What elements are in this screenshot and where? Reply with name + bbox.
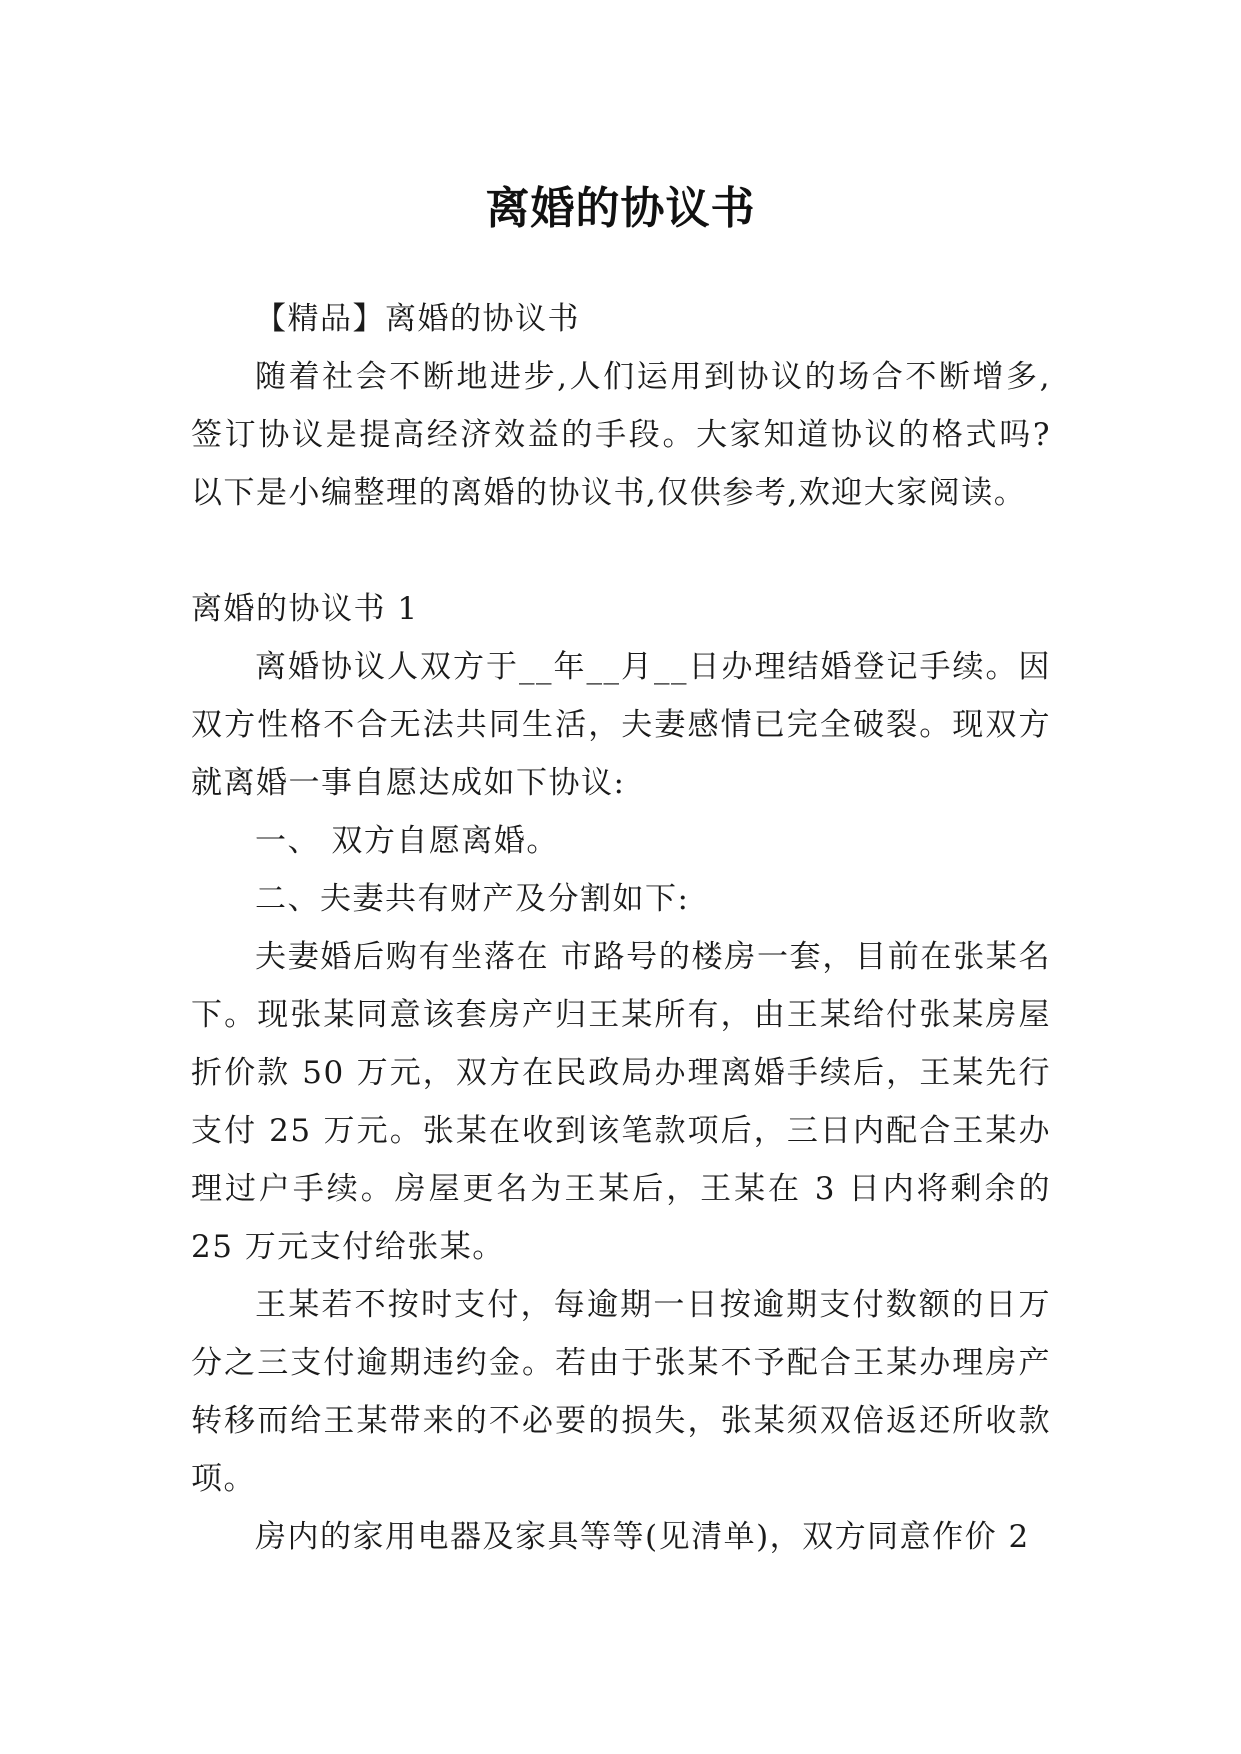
- paragraph-clause-two: 二、夫妻共有财产及分割如下:: [255, 881, 690, 917]
- paragraph-marriage-registration: 离婚协议人双方于__年__月__日办理结婚登记手续。因双方性格不合无法共同生活，夫妻感情已完全破裂。现双方就离婚一事自愿达成如下协议:: [191, 649, 1051, 801]
- paragraph-appliances: 房内的家用电器及家具等等(见清单)，双方同意作价 2: [255, 1519, 1030, 1555]
- paragraph-late-payment: 王某若不按时支付，每逾期一日按逾期支付数额的日万分之三支付逾期违约金。若由于张某不予配合王某办理房产转移而给王某带来的不必要的损失，张某须双倍返还所收款项。: [191, 1287, 1051, 1497]
- document-body: [191, 290, 1051, 1566]
- document-subtitle: 【精品】离婚的协议书: [255, 301, 580, 337]
- paragraph-spacer: [191, 522, 1051, 580]
- paragraph-house-property: 夫妻婚后购有坐落在 市路号的楼房一套，目前在张某名下。现张某同意该套房产归王某所有，由王某给付张某房屋折价款 50 万元，双方在民政局办理离婚手续后，王某先行支付 25 万元。张某在收到该笔款项后，三日内配合王某办理过户手续。房屋更名为王某后，王某在 3 日内将剩余的 25 万元支付给张某。: [191, 939, 1051, 1265]
- section-heading: 离婚的协议书 1: [191, 591, 419, 627]
- intro-paragraph: 随着社会不断地进步,人们运用到协议的场合不断增多,签订协议是提高经济效益的手段。大家知道协议的格式吗?以下是小编整理的离婚的协议书,仅供参考,欢迎大家阅读。: [191, 359, 1051, 511]
- document-title: 离婚的协议书: [485, 183, 756, 235]
- paragraph-clause-one: 一、 双方自愿离婚。: [255, 823, 559, 859]
